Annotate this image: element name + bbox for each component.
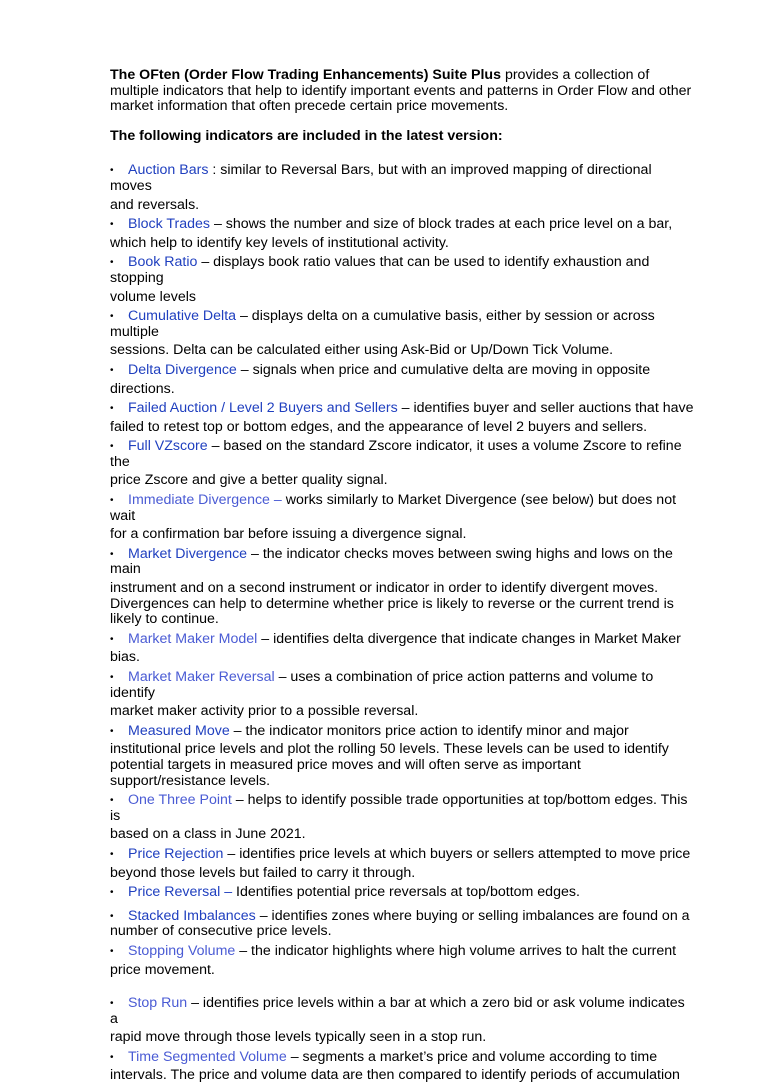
indicator-desc: – identifies price levels within a bar at which a zero bid or ask volume indicates a bbox=[110, 995, 685, 1027]
indicator-link[interactable]: Auction Bars bbox=[128, 162, 209, 179]
list-item bbox=[110, 255, 696, 305]
list-item bbox=[110, 632, 696, 666]
bullet-icon: • bbox=[110, 219, 114, 231]
indicator-desc-cont: volume levels bbox=[110, 288, 196, 305]
list-item bbox=[110, 847, 696, 881]
list-item bbox=[110, 1050, 696, 1084]
section-heading: The following indicators are included in the latest version: bbox=[110, 127, 503, 144]
indicator-desc: – signals when price and cumulative delta are moving in opposite bbox=[236, 361, 651, 378]
bullet-icon: • bbox=[110, 403, 114, 415]
bullet-icon: • bbox=[110, 848, 114, 860]
list-item bbox=[110, 439, 696, 489]
indicator-link[interactable]: Immediate Divergence – bbox=[128, 492, 282, 509]
indicator-desc-cont: directions. bbox=[110, 380, 175, 397]
indicator-desc: – helps to identify possible trade opportunities at top/bottom edges. This is bbox=[110, 792, 688, 824]
indicator-desc: – based on the standard Zscore indicator, it uses a volume Zscore to refine the bbox=[110, 438, 682, 470]
list-item bbox=[110, 217, 696, 251]
bullet-icon: • bbox=[110, 364, 114, 376]
indicator-desc-cont: support/resistance levels. bbox=[110, 772, 271, 789]
indicator-desc: : similar to Reversal Bars, but with an improved mapping of directional moves bbox=[110, 162, 652, 194]
bullet-icon: • bbox=[110, 165, 114, 177]
indicator-desc-cont: institutional price levels and plot the rolling 50 levels. These levels can be used to identify bbox=[110, 741, 669, 758]
indicator-desc-cont: intervals. The price and volume data are then compared to identify periods of accumulation bbox=[110, 1067, 680, 1084]
indicator-desc: – displays book ratio values that can be used to identify exhaustion and stopping bbox=[110, 254, 650, 286]
indicator-link[interactable]: Market Divergence bbox=[128, 545, 248, 562]
indicator-desc: – uses a combination of price action patterns and volume to identify bbox=[110, 669, 654, 701]
indicator-desc-cont: instrument and on a second instrument or indicator in order to identify divergent moves. bbox=[110, 580, 659, 597]
indicator-desc: – shows the number and size of block trades at each price level on a bar, bbox=[210, 216, 673, 233]
indicator-link[interactable]: Stacked Imbalances bbox=[128, 907, 256, 924]
bullet-icon: • bbox=[110, 441, 114, 453]
indicator-desc-cont: which help to identify key levels of institutional activity. bbox=[110, 234, 449, 251]
indicator-desc: – identifies buyer and seller auctions that have bbox=[397, 400, 694, 417]
indicator-link[interactable]: Price Rejection bbox=[128, 845, 224, 862]
intro-paragraph bbox=[110, 68, 696, 115]
indicator-desc-cont: for a confirmation bar before issuing a divergence signal. bbox=[110, 526, 467, 543]
list-item bbox=[110, 909, 696, 940]
indicator-link[interactable]: Stop Run bbox=[128, 995, 188, 1012]
indicator-desc-cont: likely to continue. bbox=[110, 611, 219, 628]
bullet-icon: • bbox=[110, 672, 114, 683]
indicator-desc-cont: price movement. bbox=[110, 961, 215, 978]
bullet-icon: • bbox=[110, 725, 114, 737]
list-item bbox=[110, 885, 696, 901]
indicator-list bbox=[110, 163, 696, 1084]
list-item bbox=[110, 363, 696, 397]
bullet-icon: • bbox=[110, 1051, 114, 1063]
indicator-desc-cont: price Zscore and give a better quality signal. bbox=[110, 472, 388, 489]
indicator-desc: – segments a market’s price and volume according to time bbox=[286, 1048, 658, 1065]
indicator-desc: – identifies delta divergence that indicate changes in Market Maker bbox=[257, 630, 681, 647]
indicator-desc-cont: market maker activity prior to a possible reversal. bbox=[110, 703, 419, 720]
indicator-desc-cont: based on a class in June 2021. bbox=[110, 826, 306, 843]
list-item bbox=[110, 670, 696, 720]
bullet-icon: • bbox=[110, 945, 114, 957]
bullet-icon: • bbox=[110, 795, 114, 807]
indicator-desc-cont: number of consecutive price levels. bbox=[110, 923, 332, 940]
list-item bbox=[110, 401, 696, 435]
indicator-link[interactable]: Full VZscore bbox=[128, 438, 208, 455]
indicator-link[interactable]: Market Maker Reversal bbox=[128, 669, 275, 685]
indicator-desc-cont: potential targets in measured price moves and will often serve as important bbox=[110, 756, 581, 773]
list-item bbox=[110, 493, 696, 543]
list-item bbox=[110, 163, 696, 213]
indicator-desc: works similarly to Market Divergence (see below) but does not wait bbox=[110, 492, 677, 524]
list-item bbox=[110, 547, 696, 628]
list-item bbox=[110, 724, 696, 789]
indicator-desc-cont: Divergences can help to determine whether price is likely to reverse or the current trend is bbox=[110, 595, 674, 612]
list-item bbox=[110, 996, 696, 1046]
indicator-desc: – identifies zones where buying or selling imbalances are found on a bbox=[255, 907, 690, 924]
indicator-desc-cont: bias. bbox=[110, 649, 140, 666]
bullet-icon: • bbox=[110, 548, 114, 560]
indicator-link[interactable]: One Three Point bbox=[128, 792, 232, 809]
indicator-desc: – the indicator highlights where high volume arrives to halt the current bbox=[235, 942, 677, 959]
indicator-link[interactable]: Price Reversal – bbox=[128, 884, 233, 901]
indicator-desc: Identifies potential price reversals at top/bottom edges. bbox=[232, 884, 580, 901]
bullet-icon: • bbox=[110, 887, 114, 899]
indicator-desc: – the indicator monitors price action to identify minor and major bbox=[229, 722, 629, 739]
indicator-desc-cont: failed to retest top or bottom edges, and the appearance of level 2 buyers and sellers. bbox=[110, 418, 648, 435]
indicator-link[interactable]: Delta Divergence bbox=[128, 361, 237, 378]
indicator-desc: – displays delta on a cumulative basis, either by session or across multiple bbox=[110, 308, 655, 340]
bullet-icon: • bbox=[110, 495, 114, 507]
indicator-desc-cont: rapid move through those levels typically seen in a stop run. bbox=[110, 1029, 487, 1046]
indicator-link[interactable]: Measured Move bbox=[128, 722, 230, 739]
indicator-link[interactable]: Market Maker Model bbox=[128, 630, 258, 647]
bullet-icon: • bbox=[110, 998, 114, 1010]
indicator-link[interactable]: Time Segmented Volume bbox=[128, 1048, 287, 1065]
indicator-link[interactable]: Cumulative Delta bbox=[128, 308, 237, 325]
indicator-desc-cont: beyond those levels but failed to carry it through. bbox=[110, 864, 416, 881]
bullet-icon: • bbox=[110, 311, 114, 323]
indicator-desc: – identifies price levels at which buyers or sellers attempted to move price bbox=[223, 845, 691, 862]
indicator-link[interactable]: Block Trades bbox=[128, 216, 211, 233]
indicator-link[interactable]: Stopping Volume bbox=[128, 942, 236, 959]
bullet-icon: • bbox=[110, 633, 114, 645]
indicator-link[interactable]: Failed Auction / Level 2 Buyers and Sellers bbox=[128, 400, 398, 417]
indicator-desc: – the indicator checks moves between swing highs and lows on the main bbox=[110, 545, 673, 578]
bullet-icon: • bbox=[110, 910, 114, 922]
indicator-link[interactable]: Book Ratio bbox=[128, 254, 198, 271]
bullet-icon: • bbox=[110, 257, 114, 269]
suite-title: The OFten (Order Flow Trading Enhancements) Suite Plus bbox=[110, 67, 501, 83]
indicator-desc-cont: and reversals. bbox=[110, 196, 200, 213]
indicator-desc-cont: sessions. Delta can be calculated either using Ask-Bid or Up/Down Tick Volume. bbox=[110, 342, 614, 359]
intro-text: provides a collection of multiple indicators that help to identify important events and patterns in Order Flow and other market information that often precede certain price movements. bbox=[110, 67, 692, 115]
list-item bbox=[110, 793, 696, 843]
list-item bbox=[110, 309, 696, 359]
list-item bbox=[110, 944, 696, 978]
